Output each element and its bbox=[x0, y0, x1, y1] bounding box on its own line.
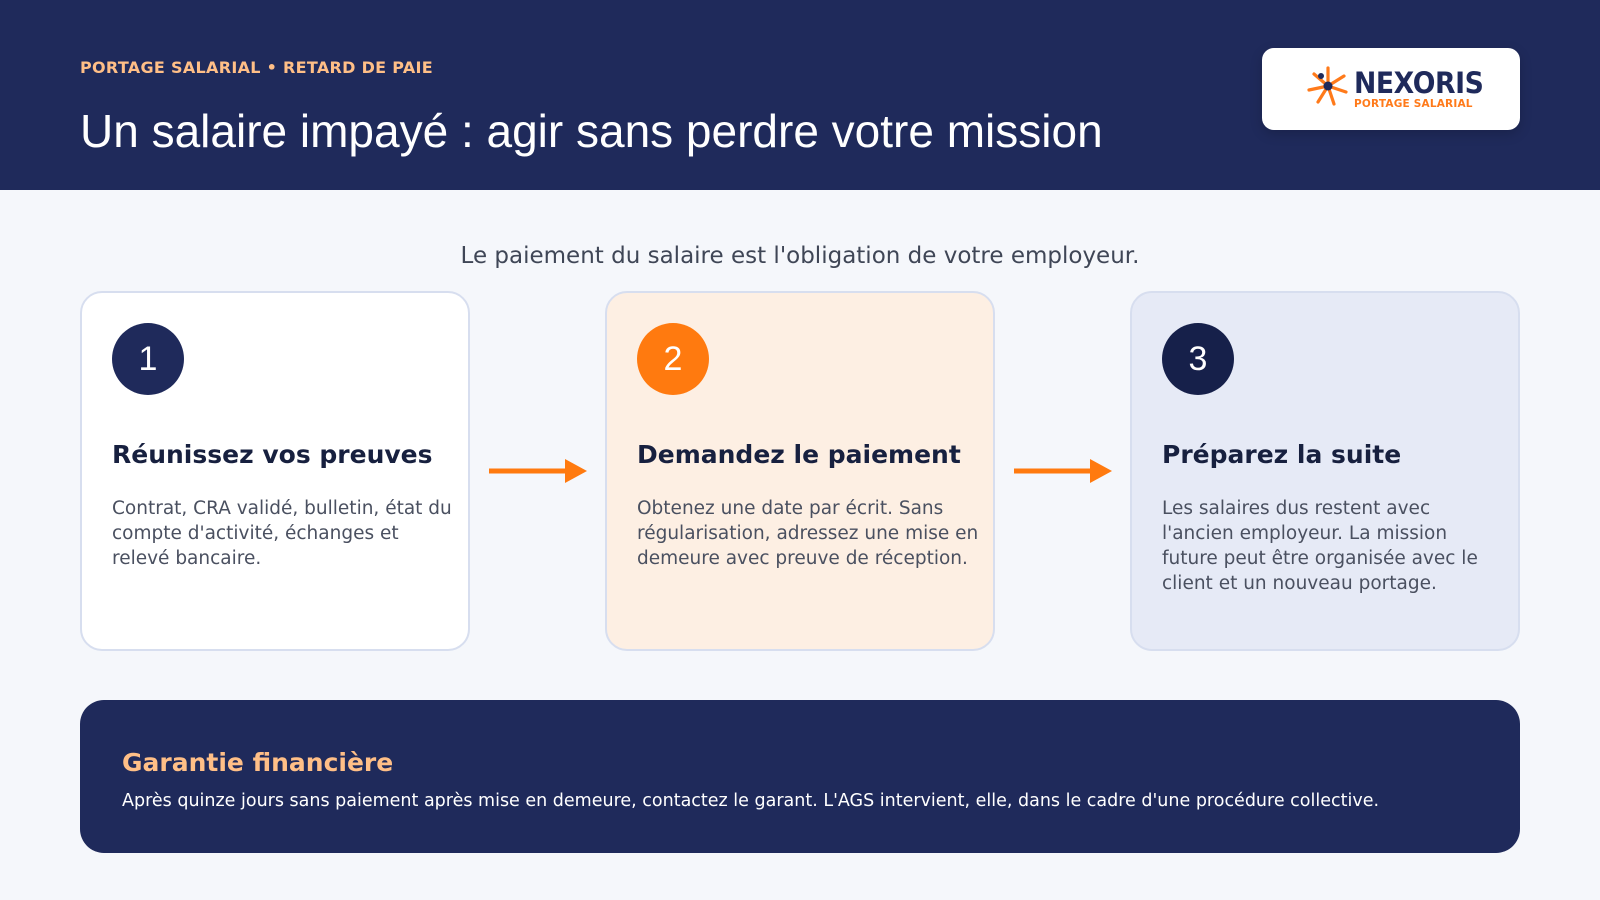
step-card-2 bbox=[605, 291, 995, 651]
step-title: Réunissez vos preuves bbox=[112, 440, 433, 469]
brand-logo[interactable] bbox=[1262, 48, 1520, 130]
step-card-3 bbox=[1130, 291, 1520, 651]
kicker-label: PORTAGE SALARIAL • RETARD DE PAIE bbox=[80, 58, 434, 77]
brand-name: NEXORIS bbox=[1354, 66, 1484, 100]
arrow-right-icon bbox=[489, 456, 589, 486]
header-band bbox=[0, 0, 1600, 190]
intro-text: Le paiement du salaire est l'obligation de votre employeur. bbox=[460, 243, 1140, 269]
step-card-1 bbox=[80, 291, 470, 651]
step-number-badge: 2 bbox=[637, 323, 709, 395]
step-number-badge: 1 bbox=[112, 323, 184, 395]
step-number-badge: 3 bbox=[1162, 323, 1234, 395]
step-description: Contrat, CRA validé, bulletin, état du compte d'activité, échanges et relevé bancaire. bbox=[112, 498, 452, 569]
step-description: Obtenez une date par écrit. Sans régularisation, adressez une mise en demeure avec preuve de réception. bbox=[637, 498, 979, 569]
page-title: Un salaire impayé : agir sans perdre votre mission bbox=[80, 105, 1103, 157]
banner-text: Après quinze jours sans paiement après mise en demeure, contactez le garant. L'AGS intervient, elle, dans le cadre d'une procédure collective. bbox=[122, 791, 1380, 811]
starburst-logo-icon bbox=[1304, 62, 1352, 110]
step-title: Demandez le paiement bbox=[637, 440, 961, 469]
step-description: Les salaires dus restent avec l'ancien employeur. La mission future peut être organisée avec le client et un nouveau portage. bbox=[1162, 498, 1478, 594]
step-title: Préparez la suite bbox=[1162, 440, 1402, 469]
banner-title: Garantie financière bbox=[122, 748, 394, 777]
arrow-right-icon bbox=[1014, 456, 1114, 486]
brand-tagline: PORTAGE SALARIAL bbox=[1354, 98, 1473, 110]
guarantee-banner bbox=[80, 700, 1520, 853]
